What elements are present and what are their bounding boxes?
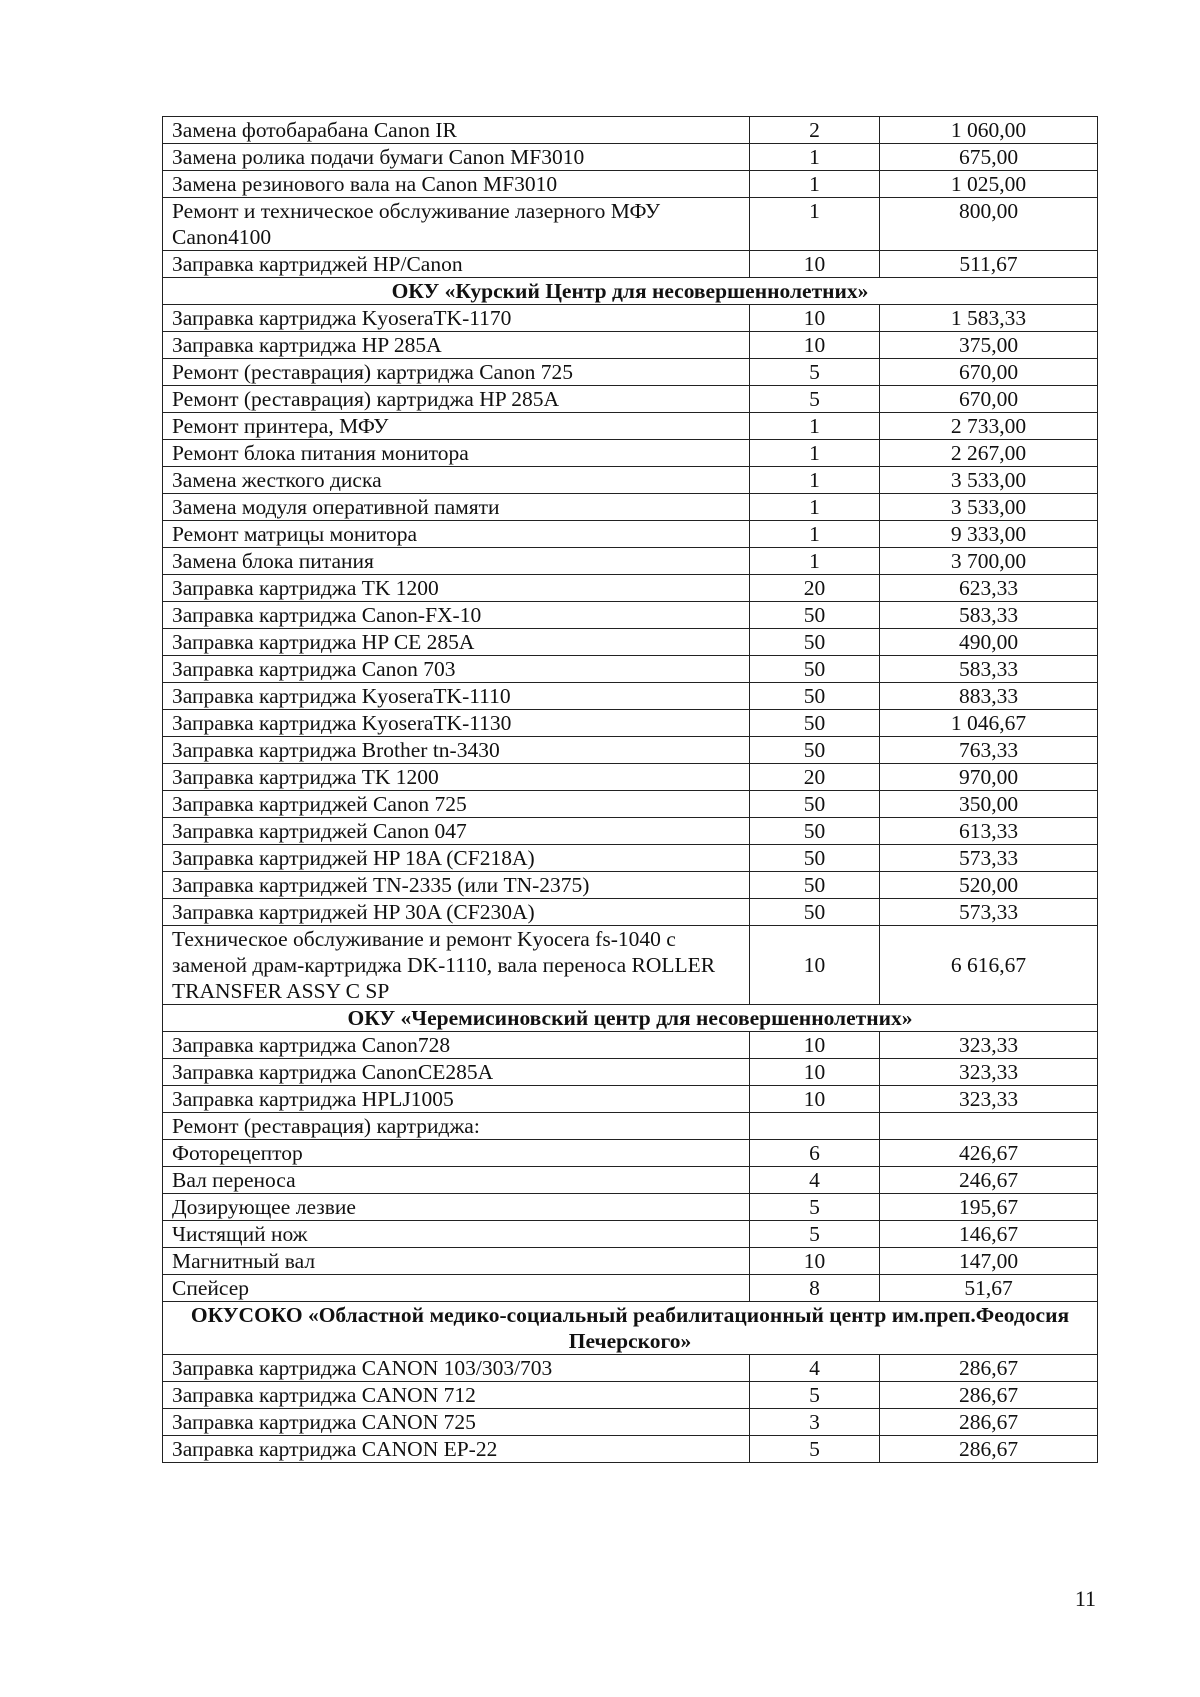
price-cell: 286,67 bbox=[880, 1382, 1098, 1409]
table-row bbox=[163, 413, 1098, 440]
quantity-cell: 4 bbox=[750, 1355, 880, 1382]
service-name-cell: Ремонт (реставрация) картриджа: bbox=[163, 1113, 750, 1140]
service-name-cell: Заправка картриджа CANON 725 bbox=[163, 1409, 750, 1436]
table-row bbox=[163, 1355, 1098, 1382]
price-cell: 670,00 bbox=[880, 386, 1098, 413]
service-name-cell: Заправка картриджа Canon 703 bbox=[163, 656, 750, 683]
quantity-cell: 10 bbox=[750, 1086, 880, 1113]
table-row bbox=[163, 845, 1098, 872]
section-header-row bbox=[163, 1302, 1098, 1355]
quantity-cell: 10 bbox=[750, 926, 880, 1005]
price-cell: 286,67 bbox=[880, 1355, 1098, 1382]
table-row bbox=[163, 764, 1098, 791]
price-cell: 286,67 bbox=[880, 1409, 1098, 1436]
service-name-cell: Ремонт и техническое обслуживание лазерного МФУ Canon4100 bbox=[163, 198, 750, 251]
quantity-cell: 1 bbox=[750, 198, 880, 251]
service-name-cell: Заправка картриджа HP CE 285A bbox=[163, 629, 750, 656]
table-row bbox=[163, 1221, 1098, 1248]
service-name-cell: Заправка картриджа HP 285A bbox=[163, 332, 750, 359]
table-row bbox=[163, 710, 1098, 737]
price-cell: 1 583,33 bbox=[880, 305, 1098, 332]
quantity-cell: 20 bbox=[750, 764, 880, 791]
price-table-body bbox=[163, 117, 1098, 1463]
price-cell: 763,33 bbox=[880, 737, 1098, 764]
service-name-cell: Заправка картриджа CANON 103/303/703 bbox=[163, 1355, 750, 1382]
service-name-cell: Спейсер bbox=[163, 1275, 750, 1302]
price-cell: 1 060,00 bbox=[880, 117, 1098, 144]
quantity-cell: 50 bbox=[750, 899, 880, 926]
price-cell: 3 700,00 bbox=[880, 548, 1098, 575]
quantity-cell: 50 bbox=[750, 710, 880, 737]
price-cell: 573,33 bbox=[880, 845, 1098, 872]
table-row bbox=[163, 602, 1098, 629]
table-row bbox=[163, 737, 1098, 764]
service-name-cell: Фоторецептор bbox=[163, 1140, 750, 1167]
service-name-cell: Магнитный вал bbox=[163, 1248, 750, 1275]
service-name-cell: Заправка картриджей HP 30A (CF230A) bbox=[163, 899, 750, 926]
quantity-cell: 1 bbox=[750, 413, 880, 440]
quantity-cell: 4 bbox=[750, 1167, 880, 1194]
quantity-cell: 1 bbox=[750, 494, 880, 521]
service-name-cell: Заправка картриджа TK 1200 bbox=[163, 764, 750, 791]
service-name-cell: Заправка картриджа CanonCE285A bbox=[163, 1059, 750, 1086]
quantity-cell bbox=[750, 1113, 880, 1140]
table-row bbox=[163, 1436, 1098, 1463]
price-cell: 2 733,00 bbox=[880, 413, 1098, 440]
table-row bbox=[163, 1275, 1098, 1302]
table-row bbox=[163, 1113, 1098, 1140]
service-name-cell: Заправка картриджей HP 18A (CF218A) bbox=[163, 845, 750, 872]
price-cell: 246,67 bbox=[880, 1167, 1098, 1194]
service-name-cell: Замена ролика подачи бумаги Canon MF3010 bbox=[163, 144, 750, 171]
quantity-cell: 1 bbox=[750, 440, 880, 467]
service-name-cell: Заправка картриджа Canon728 bbox=[163, 1032, 750, 1059]
price-cell: 1 025,00 bbox=[880, 171, 1098, 198]
service-name-cell: Заправка картриджа HPLJ1005 bbox=[163, 1086, 750, 1113]
table-row bbox=[163, 1086, 1098, 1113]
price-table bbox=[162, 116, 1098, 1463]
table-row bbox=[163, 1032, 1098, 1059]
service-name-cell: Ремонт блока питания монитора bbox=[163, 440, 750, 467]
price-cell: 583,33 bbox=[880, 656, 1098, 683]
quantity-cell: 50 bbox=[750, 629, 880, 656]
service-name-cell: Ремонт принтера, МФУ bbox=[163, 413, 750, 440]
quantity-cell: 3 bbox=[750, 1409, 880, 1436]
table-row bbox=[163, 629, 1098, 656]
service-name-cell: Заправка картриджа Canon-FX-10 bbox=[163, 602, 750, 629]
price-cell: 323,33 bbox=[880, 1086, 1098, 1113]
price-cell: 323,33 bbox=[880, 1059, 1098, 1086]
service-name-cell: Заправка картриджей TN-2335 (или TN-2375) bbox=[163, 872, 750, 899]
service-name-cell: Заправка картриджа TK 1200 bbox=[163, 575, 750, 602]
quantity-cell: 1 bbox=[750, 171, 880, 198]
service-name-cell: Техническое обслуживание и ремонт Kyocera fs-1040 с заменой драм-картриджа DK-1110, вала переноса ROLLER TRANSFER ASSY C SP bbox=[163, 926, 750, 1005]
table-row bbox=[163, 494, 1098, 521]
price-cell: 51,67 bbox=[880, 1275, 1098, 1302]
price-cell: 511,67 bbox=[880, 251, 1098, 278]
price-cell: 490,00 bbox=[880, 629, 1098, 656]
quantity-cell: 50 bbox=[750, 656, 880, 683]
quantity-cell: 5 bbox=[750, 1382, 880, 1409]
price-cell: 426,67 bbox=[880, 1140, 1098, 1167]
service-name-cell: Замена жесткого диска bbox=[163, 467, 750, 494]
table-row bbox=[163, 359, 1098, 386]
quantity-cell: 10 bbox=[750, 1248, 880, 1275]
quantity-cell: 2 bbox=[750, 117, 880, 144]
table-row bbox=[163, 1167, 1098, 1194]
quantity-cell: 10 bbox=[750, 1059, 880, 1086]
price-cell: 323,33 bbox=[880, 1032, 1098, 1059]
quantity-cell: 5 bbox=[750, 386, 880, 413]
price-cell: 883,33 bbox=[880, 683, 1098, 710]
table-row bbox=[163, 575, 1098, 602]
price-cell: 675,00 bbox=[880, 144, 1098, 171]
section-title: ОКУСОКО «Областной медико-социальный реабилитационный центр им.преп.Феодосия Печерского» bbox=[163, 1302, 1098, 1355]
section-title: ОКУ «Черемисиновский центр для несовершеннолетних» bbox=[163, 1005, 1098, 1032]
price-cell: 350,00 bbox=[880, 791, 1098, 818]
table-row bbox=[163, 1248, 1098, 1275]
table-row bbox=[163, 791, 1098, 818]
table-row bbox=[163, 1382, 1098, 1409]
table-row bbox=[163, 656, 1098, 683]
quantity-cell: 50 bbox=[750, 818, 880, 845]
quantity-cell: 10 bbox=[750, 1032, 880, 1059]
quantity-cell: 50 bbox=[750, 602, 880, 629]
service-name-cell: Вал переноса bbox=[163, 1167, 750, 1194]
price-cell: 9 333,00 bbox=[880, 521, 1098, 548]
table-row bbox=[163, 440, 1098, 467]
quantity-cell: 5 bbox=[750, 1194, 880, 1221]
quantity-cell: 6 bbox=[750, 1140, 880, 1167]
table-row bbox=[163, 521, 1098, 548]
quantity-cell: 10 bbox=[750, 251, 880, 278]
service-name-cell: Замена резинового вала на Canon MF3010 bbox=[163, 171, 750, 198]
table-row bbox=[163, 251, 1098, 278]
service-name-cell: Заправка картриджа KyoseraTK-1170 bbox=[163, 305, 750, 332]
service-name-cell: Замена модуля оперативной памяти bbox=[163, 494, 750, 521]
quantity-cell: 1 bbox=[750, 467, 880, 494]
page-number: 11 bbox=[1074, 1586, 1096, 1611]
service-name-cell: Дозирующее лезвие bbox=[163, 1194, 750, 1221]
service-name-cell: Заправка картриджей Canon 725 bbox=[163, 791, 750, 818]
price-cell: 147,00 bbox=[880, 1248, 1098, 1275]
table-row bbox=[163, 198, 1098, 251]
table-row bbox=[163, 386, 1098, 413]
quantity-cell: 10 bbox=[750, 305, 880, 332]
table-row bbox=[163, 926, 1098, 1005]
service-name-cell: Заправка картриджа KyoseraTK-1130 bbox=[163, 710, 750, 737]
price-cell: 2 267,00 bbox=[880, 440, 1098, 467]
quantity-cell: 10 bbox=[750, 332, 880, 359]
service-name-cell: Заправка картриджей Canon 047 bbox=[163, 818, 750, 845]
service-name-cell: Заправка картриджа CANON 712 bbox=[163, 1382, 750, 1409]
section-title: ОКУ «Курский Центр для несовершеннолетних» bbox=[163, 278, 1098, 305]
price-cell: 1 046,67 bbox=[880, 710, 1098, 737]
table-row bbox=[163, 144, 1098, 171]
quantity-cell: 50 bbox=[750, 683, 880, 710]
price-cell: 146,67 bbox=[880, 1221, 1098, 1248]
service-name-cell: Заправка картриджа KyoseraTK-1110 bbox=[163, 683, 750, 710]
table-row bbox=[163, 899, 1098, 926]
table-row bbox=[163, 305, 1098, 332]
table-row bbox=[163, 1059, 1098, 1086]
quantity-cell: 50 bbox=[750, 737, 880, 764]
table-row bbox=[163, 683, 1098, 710]
quantity-cell: 50 bbox=[750, 845, 880, 872]
service-name-cell: Чистящий нож bbox=[163, 1221, 750, 1248]
price-cell: 3 533,00 bbox=[880, 467, 1098, 494]
table-row bbox=[163, 818, 1098, 845]
section-header-row bbox=[163, 278, 1098, 305]
price-cell: 573,33 bbox=[880, 899, 1098, 926]
quantity-cell: 5 bbox=[750, 1436, 880, 1463]
price-cell bbox=[880, 1113, 1098, 1140]
table-row bbox=[163, 171, 1098, 198]
service-name-cell: Ремонт (реставрация) картриджа Canon 725 bbox=[163, 359, 750, 386]
table-row bbox=[163, 872, 1098, 899]
table-row bbox=[163, 1140, 1098, 1167]
quantity-cell: 5 bbox=[750, 359, 880, 386]
quantity-cell: 50 bbox=[750, 872, 880, 899]
price-cell: 970,00 bbox=[880, 764, 1098, 791]
section-header-row bbox=[163, 1005, 1098, 1032]
quantity-cell: 1 bbox=[750, 548, 880, 575]
service-name-cell: Ремонт матрицы монитора bbox=[163, 521, 750, 548]
price-cell: 670,00 bbox=[880, 359, 1098, 386]
price-cell: 3 533,00 bbox=[880, 494, 1098, 521]
service-name-cell: Ремонт (реставрация) картриджа HP 285A bbox=[163, 386, 750, 413]
price-cell: 800,00 bbox=[880, 198, 1098, 251]
table-row bbox=[163, 117, 1098, 144]
table-row bbox=[163, 332, 1098, 359]
service-name-cell: Заправка картриджей HP/Canon bbox=[163, 251, 750, 278]
quantity-cell: 1 bbox=[750, 144, 880, 171]
table-row bbox=[163, 548, 1098, 575]
quantity-cell: 50 bbox=[750, 791, 880, 818]
table-row bbox=[163, 467, 1098, 494]
service-name-cell: Замена фотобарабана Canon IR bbox=[163, 117, 750, 144]
price-cell: 583,33 bbox=[880, 602, 1098, 629]
price-cell: 195,67 bbox=[880, 1194, 1098, 1221]
service-name-cell: Заправка картриджа CANON EP-22 bbox=[163, 1436, 750, 1463]
price-cell: 623,33 bbox=[880, 575, 1098, 602]
table-row bbox=[163, 1409, 1098, 1436]
price-cell: 375,00 bbox=[880, 332, 1098, 359]
quantity-cell: 20 bbox=[750, 575, 880, 602]
service-name-cell: Заправка картриджа Brother tn-3430 bbox=[163, 737, 750, 764]
service-name-cell: Замена блока питания bbox=[163, 548, 750, 575]
price-cell: 286,67 bbox=[880, 1436, 1098, 1463]
price-cell: 6 616,67 bbox=[880, 926, 1098, 1005]
table-row bbox=[163, 1194, 1098, 1221]
quantity-cell: 1 bbox=[750, 521, 880, 548]
price-cell: 613,33 bbox=[880, 818, 1098, 845]
quantity-cell: 5 bbox=[750, 1221, 880, 1248]
quantity-cell: 8 bbox=[750, 1275, 880, 1302]
price-cell: 520,00 bbox=[880, 872, 1098, 899]
